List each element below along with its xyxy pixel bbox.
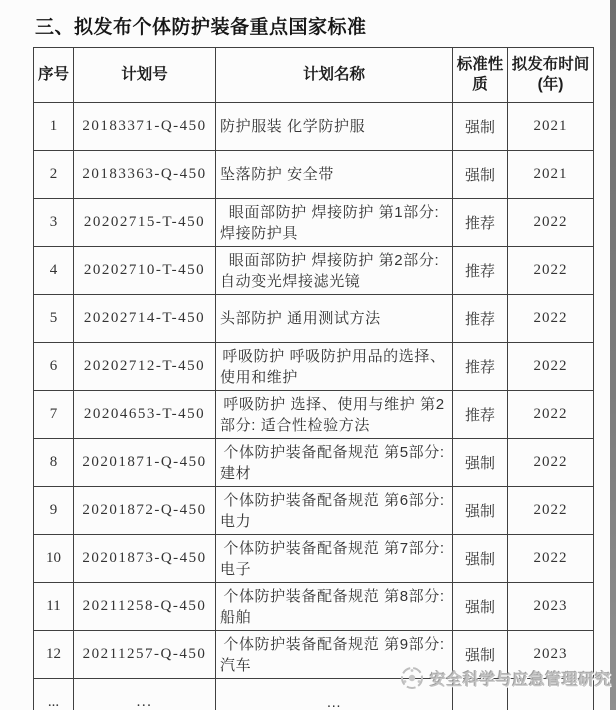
cell-plan-no: 20202714-T-450 [74, 295, 216, 343]
cell-plan-no: 20202715-T-450 [74, 199, 216, 247]
table-row [34, 583, 594, 631]
table-row [34, 343, 594, 391]
cell-plan-no: 20201871-Q-450 [74, 439, 216, 487]
page-title: 三、拟发布个体防护装备重点国家标准 [35, 17, 367, 38]
table-row [34, 151, 594, 199]
cell-plan-name: 个体防护装备配备规范 第8部分: 船舶 [216, 583, 453, 631]
cell-plan-name: 坠落防护 安全带 [216, 151, 453, 199]
cell-standard-nature [453, 679, 508, 710]
table-body [34, 103, 594, 710]
cell-plan-name: 个体防护装备配备规范 第9部分: 汽车 [216, 631, 453, 679]
cell-serial-no: 8 [34, 439, 74, 487]
cell-serial-no: 10 [34, 535, 74, 583]
cell-plan-no: 20211257-Q-450 [74, 631, 216, 679]
cell-serial-no: 3 [34, 199, 74, 247]
cell-release-year: 2022 [508, 535, 594, 583]
cell-plan-no: 20183363-Q-450 [74, 151, 216, 199]
table-row [34, 487, 594, 535]
cell-serial-no: 2 [34, 151, 74, 199]
cell-standard-nature: 强制 [453, 583, 508, 631]
cell-serial-no: ... [34, 679, 74, 710]
header-row [34, 48, 594, 103]
table-row [34, 439, 594, 487]
cell-plan-no: 20183371-Q-450 [74, 103, 216, 151]
cell-plan-name: 个体防护装备配备规范 第7部分: 电子 [216, 535, 453, 583]
cell-plan-name: ... [216, 679, 453, 710]
cell-release-year: 2023 [508, 583, 594, 631]
cell-plan-name: 眼面部防护 焊接防护 第1部分: 焊接防护具 [216, 199, 453, 247]
cell-serial-no: 11 [34, 583, 74, 631]
cell-plan-no: 20202710-T-450 [74, 247, 216, 295]
cell-plan-name: 个体防护装备配备规范 第6部分: 电力 [216, 487, 453, 535]
header-standard-nature: 标准性质 [453, 48, 508, 103]
cell-standard-nature: 推荐 [453, 295, 508, 343]
cell-plan-no: 20202712-T-450 [74, 343, 216, 391]
cell-serial-no: 4 [34, 247, 74, 295]
cell-standard-nature: 推荐 [453, 391, 508, 439]
table-row [34, 247, 594, 295]
cell-plan-name: 头部防护 通用测试方法 [216, 295, 453, 343]
cell-standard-nature: 强制 [453, 631, 508, 679]
cell-release-year: 2022 [508, 439, 594, 487]
table-row [34, 679, 594, 710]
cell-serial-no: 6 [34, 343, 74, 391]
scan-edge-artifact [610, 0, 616, 710]
cell-plan-no: 20201873-Q-450 [74, 535, 216, 583]
cell-serial-no: 12 [34, 631, 74, 679]
table-row [34, 535, 594, 583]
cell-serial-no: 7 [34, 391, 74, 439]
cell-standard-nature: 推荐 [453, 199, 508, 247]
cell-standard-nature: 强制 [453, 535, 508, 583]
header-release-year: 拟发布时间(年) [508, 48, 594, 103]
cell-plan-name: 防护服装 化学防护服 [216, 103, 453, 151]
cell-release-year: 2022 [508, 391, 594, 439]
header-plan-no: 计划号 [74, 48, 216, 103]
table-row [34, 199, 594, 247]
cell-release-year: 2022 [508, 487, 594, 535]
table-header [34, 48, 594, 103]
cell-plan-no: 20211258-Q-450 [74, 583, 216, 631]
cell-standard-nature: 强制 [453, 151, 508, 199]
cell-release-year: 2022 [508, 247, 594, 295]
cell-release-year: 2021 [508, 103, 594, 151]
table-row [34, 295, 594, 343]
cell-serial-no: 1 [34, 103, 74, 151]
cell-release-year: 2021 [508, 151, 594, 199]
cell-release-year: 2022 [508, 295, 594, 343]
cell-standard-nature: 推荐 [453, 343, 508, 391]
cell-plan-no: 20204653-T-450 [74, 391, 216, 439]
table-row [34, 631, 594, 679]
header-serial-no: 序号 [34, 48, 74, 103]
standards-table [33, 47, 594, 710]
cell-plan-name: 呼吸防护 选择、使用与维护 第2部分: 适合性检验方法 [216, 391, 453, 439]
table-row [34, 103, 594, 151]
publisher-watermark-text: 安全科学与应急管理研究 [430, 671, 612, 689]
table-row [34, 391, 594, 439]
cell-release-year [508, 679, 594, 710]
cell-standard-nature: 强制 [453, 439, 508, 487]
cell-serial-no: 5 [34, 295, 74, 343]
cell-standard-nature: 推荐 [453, 247, 508, 295]
cell-plan-name: 个体防护装备配备规范 第5部分: 建材 [216, 439, 453, 487]
cell-serial-no: 9 [34, 487, 74, 535]
cell-plan-name: 眼面部防护 焊接防护 第2部分: 自动变光焊接滤光镜 [216, 247, 453, 295]
header-plan-name: 计划名称 [216, 48, 453, 103]
cell-standard-nature: 强制 [453, 487, 508, 535]
cell-release-year: 2023 [508, 631, 594, 679]
cell-release-year: 2022 [508, 199, 594, 247]
cell-plan-name: 呼吸防护 呼吸防护用品的选择、使用和维护 [216, 343, 453, 391]
cell-standard-nature: 强制 [453, 103, 508, 151]
cell-plan-no: 20201872-Q-450 [74, 487, 216, 535]
cell-release-year: 2022 [508, 343, 594, 391]
cell-plan-no: ... [74, 679, 216, 710]
